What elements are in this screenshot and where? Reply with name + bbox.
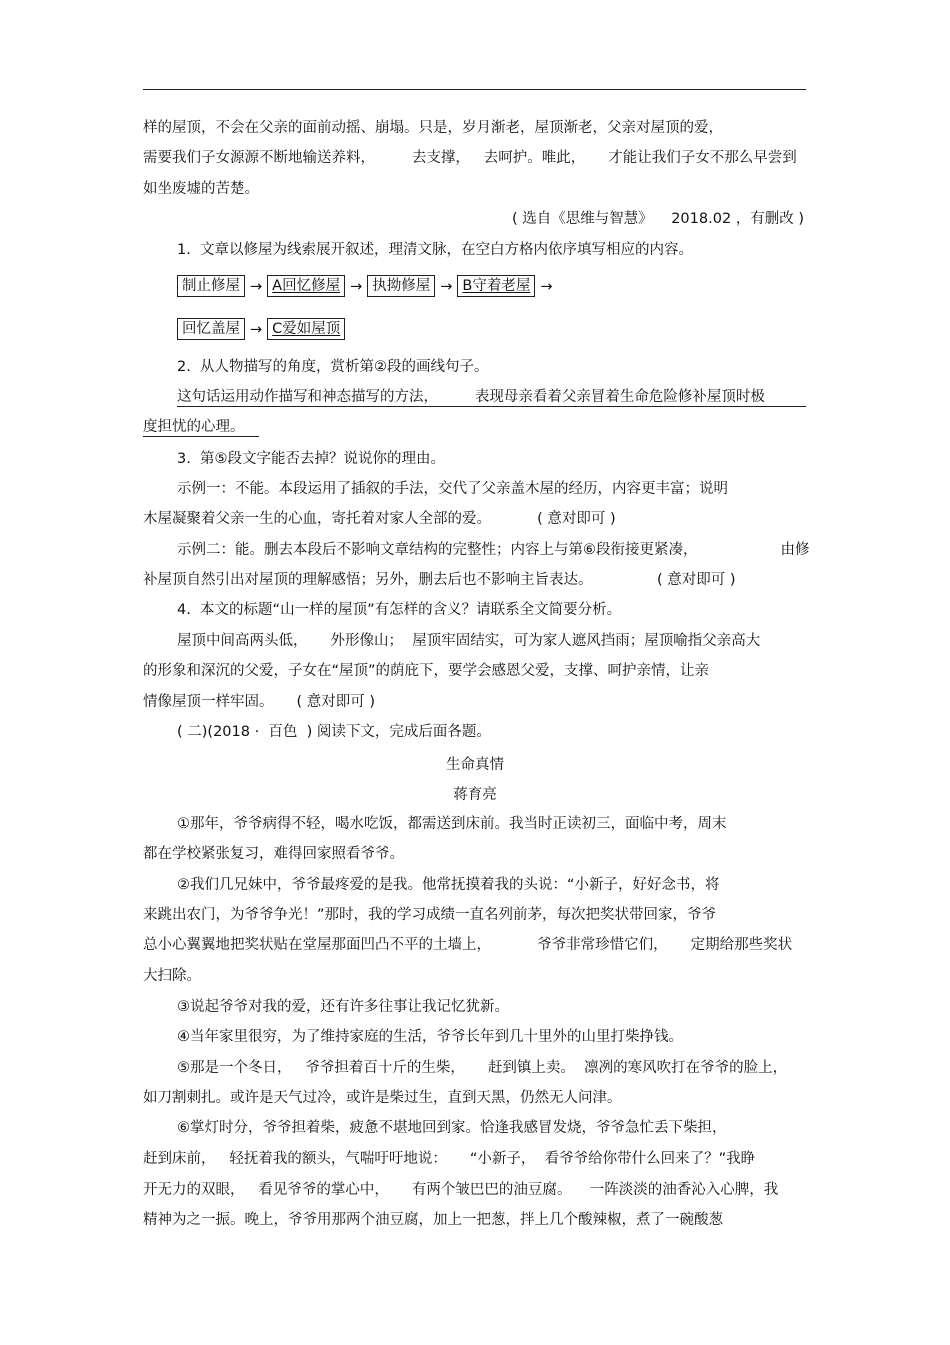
body-line: 总小心翼翼地把奖状贴在堂屋那面凹凸不平的土墙上， 爷爷非常珍惜它们， 定期给那些奖状 xyxy=(143,937,793,953)
body-line: 来跳出农门，为爷爷争光！”那时，我的学习成绩一直名列前茅，每次把奖状带回家，爷爷 xyxy=(143,907,717,923)
body-line: 都在学校紧张复习，难得回家照看爷爷。 xyxy=(143,846,404,862)
arrow-icon: → xyxy=(250,278,263,295)
body-line: ②我们几兄妹中，爷爷最疼爱的是我。他常抚摸着我的头说：“小新子，好好念书，将 xyxy=(177,877,720,893)
question-1: 1. 文章以修屋为线索展开叙述，理清文脉，在空白方格内依序填写相应的内容。 xyxy=(177,242,694,258)
answer-line: 度担忧的心理。 xyxy=(143,419,245,435)
answer-underline xyxy=(143,436,259,437)
question-4: 4. 本文的标题“山一样的屋顶”有怎样的含义？请联系全文简要分析。 xyxy=(177,602,622,618)
answer-line: 这句话运用动作描写和神态描写的方法， 表现母亲看着父亲冒着生命危险修补屋顶时极 xyxy=(177,389,765,405)
body-line: 如刀割刺扎。或许是天气过冷，或许是柴过生，直到天黑，仍然无人问津。 xyxy=(143,1090,622,1106)
source-citation: ( 选自《思维与智慧》 2018.02 ，有删改 ) xyxy=(512,211,805,227)
article-title: 生命真情 xyxy=(446,757,504,773)
answer-line: 的形象和深沉的父爱，子女在“屋顶”的荫庇下，要学会感恩父爱，支撑、呵护亲情，让亲 xyxy=(143,663,710,679)
body-line: 开无力的双眼， 看见爷爷的掌心中， 有两个皱巴巴的油豆腐。 一阵淡淡的油香沁入心脾，我 xyxy=(143,1182,779,1198)
flow-box: 制止修屋 xyxy=(177,275,245,297)
question-2: 2. 从人物描写的角度，赏析第②段的画线句子。 xyxy=(177,359,489,375)
body-line: 精神为之一振。晚上，爷爷用那两个油豆腐，加上一把葱，拌上几个酸辣椒，煮了一碗酸葱 xyxy=(143,1212,723,1228)
arrow-icon: → xyxy=(250,321,263,338)
flow-row-1 xyxy=(177,275,558,297)
flow-answer-box: C爱如屋顶 xyxy=(267,318,345,340)
answer-line: 示例一：不能。本段运用了插叙的手法，交代了父亲盖木屋的经历，内容更丰富；说明 xyxy=(177,481,728,497)
article-author: 蒋育亮 xyxy=(453,787,497,803)
header-rule xyxy=(143,89,806,90)
body-line: ④当年家里很穷，为了维持家庭的生活，爷爷长年到几十里外的山里打柴挣钱。 xyxy=(177,1029,683,1045)
answer-line: 补屋顶自然引出对屋顶的理解感悟；另外，删去后也不影响主旨表达。 ( 意对即可 ) xyxy=(143,572,736,588)
section-heading: ( 二)(2018 · 百色 ) 阅读下文，完成后面各题。 xyxy=(177,724,491,740)
arrow-icon: → xyxy=(350,278,363,295)
flow-answer-box: A回忆修屋 xyxy=(267,275,345,297)
answer-line: 木屋凝聚着父亲一生的心血，寄托着对家人全部的爱。 ( 意对即可 ) xyxy=(143,511,616,527)
paragraph-line: 如坐废墟的苦楚。 xyxy=(143,181,259,197)
answer-line: 情像屋顶一样牢固。 ( 意对即可 ) xyxy=(143,694,376,710)
paragraph-line: 需要我们子女源源不断地输送养料， 去支撑， 去呵护。唯此， 才能让我们子女不那么早尝到 xyxy=(143,150,797,166)
arrow-icon: → xyxy=(540,278,553,295)
body-line: ①那年，爷爷病得不轻，喝水吃饭，都需送到床前。我当时正读初三，面临中考，周末 xyxy=(177,816,727,832)
body-line: 赶到床前， 轻抚着我的额头，气喘吁吁地说： “小新子， 看爷爷给你带什么回来了？”我睁 xyxy=(143,1151,756,1167)
paragraph-line: 样的屋顶，不会在父亲的面前动摇、崩塌。只是，岁月渐老，屋顶渐老，父亲对屋顶的爱， xyxy=(143,120,723,136)
flow-box: 执拗修屋 xyxy=(367,275,435,297)
flow-box: 回忆盖屋 xyxy=(177,318,245,340)
flow-row-2 xyxy=(177,318,345,340)
answer-underline xyxy=(177,406,806,407)
answer-line: 示例二：能。删去本段后不影响文章结构的完整性；内容上与第⑥段衔接更紧凑， 由修 xyxy=(177,542,810,558)
body-line: ③说起爷爷对我的爱，还有许多往事让我记忆犹新。 xyxy=(177,999,509,1015)
question-3: 3. 第⑤段文字能否去掉？说说你的理由。 xyxy=(177,451,446,467)
flow-answer-box: B守着老屋 xyxy=(457,275,535,297)
body-line: ⑤那是一个冬日， 爷爷担着百十斤的生柴， 赶到镇上卖。 凛冽的寒风吹打在爷爷的脸上， xyxy=(177,1060,788,1076)
body-line: 大扫除。 xyxy=(143,968,201,984)
arrow-icon: → xyxy=(440,278,453,295)
body-line: ⑥掌灯时分，爷爷担着柴，疲惫不堪地回到家。恰逢我感冒发烧，爷爷急忙丢下柴担， xyxy=(177,1120,727,1136)
answer-line: 屋顶中间高两头低， 外形像山； 屋顶牢固结实，可为家人遮风挡雨；屋顶喻指父亲高大 xyxy=(177,633,761,649)
